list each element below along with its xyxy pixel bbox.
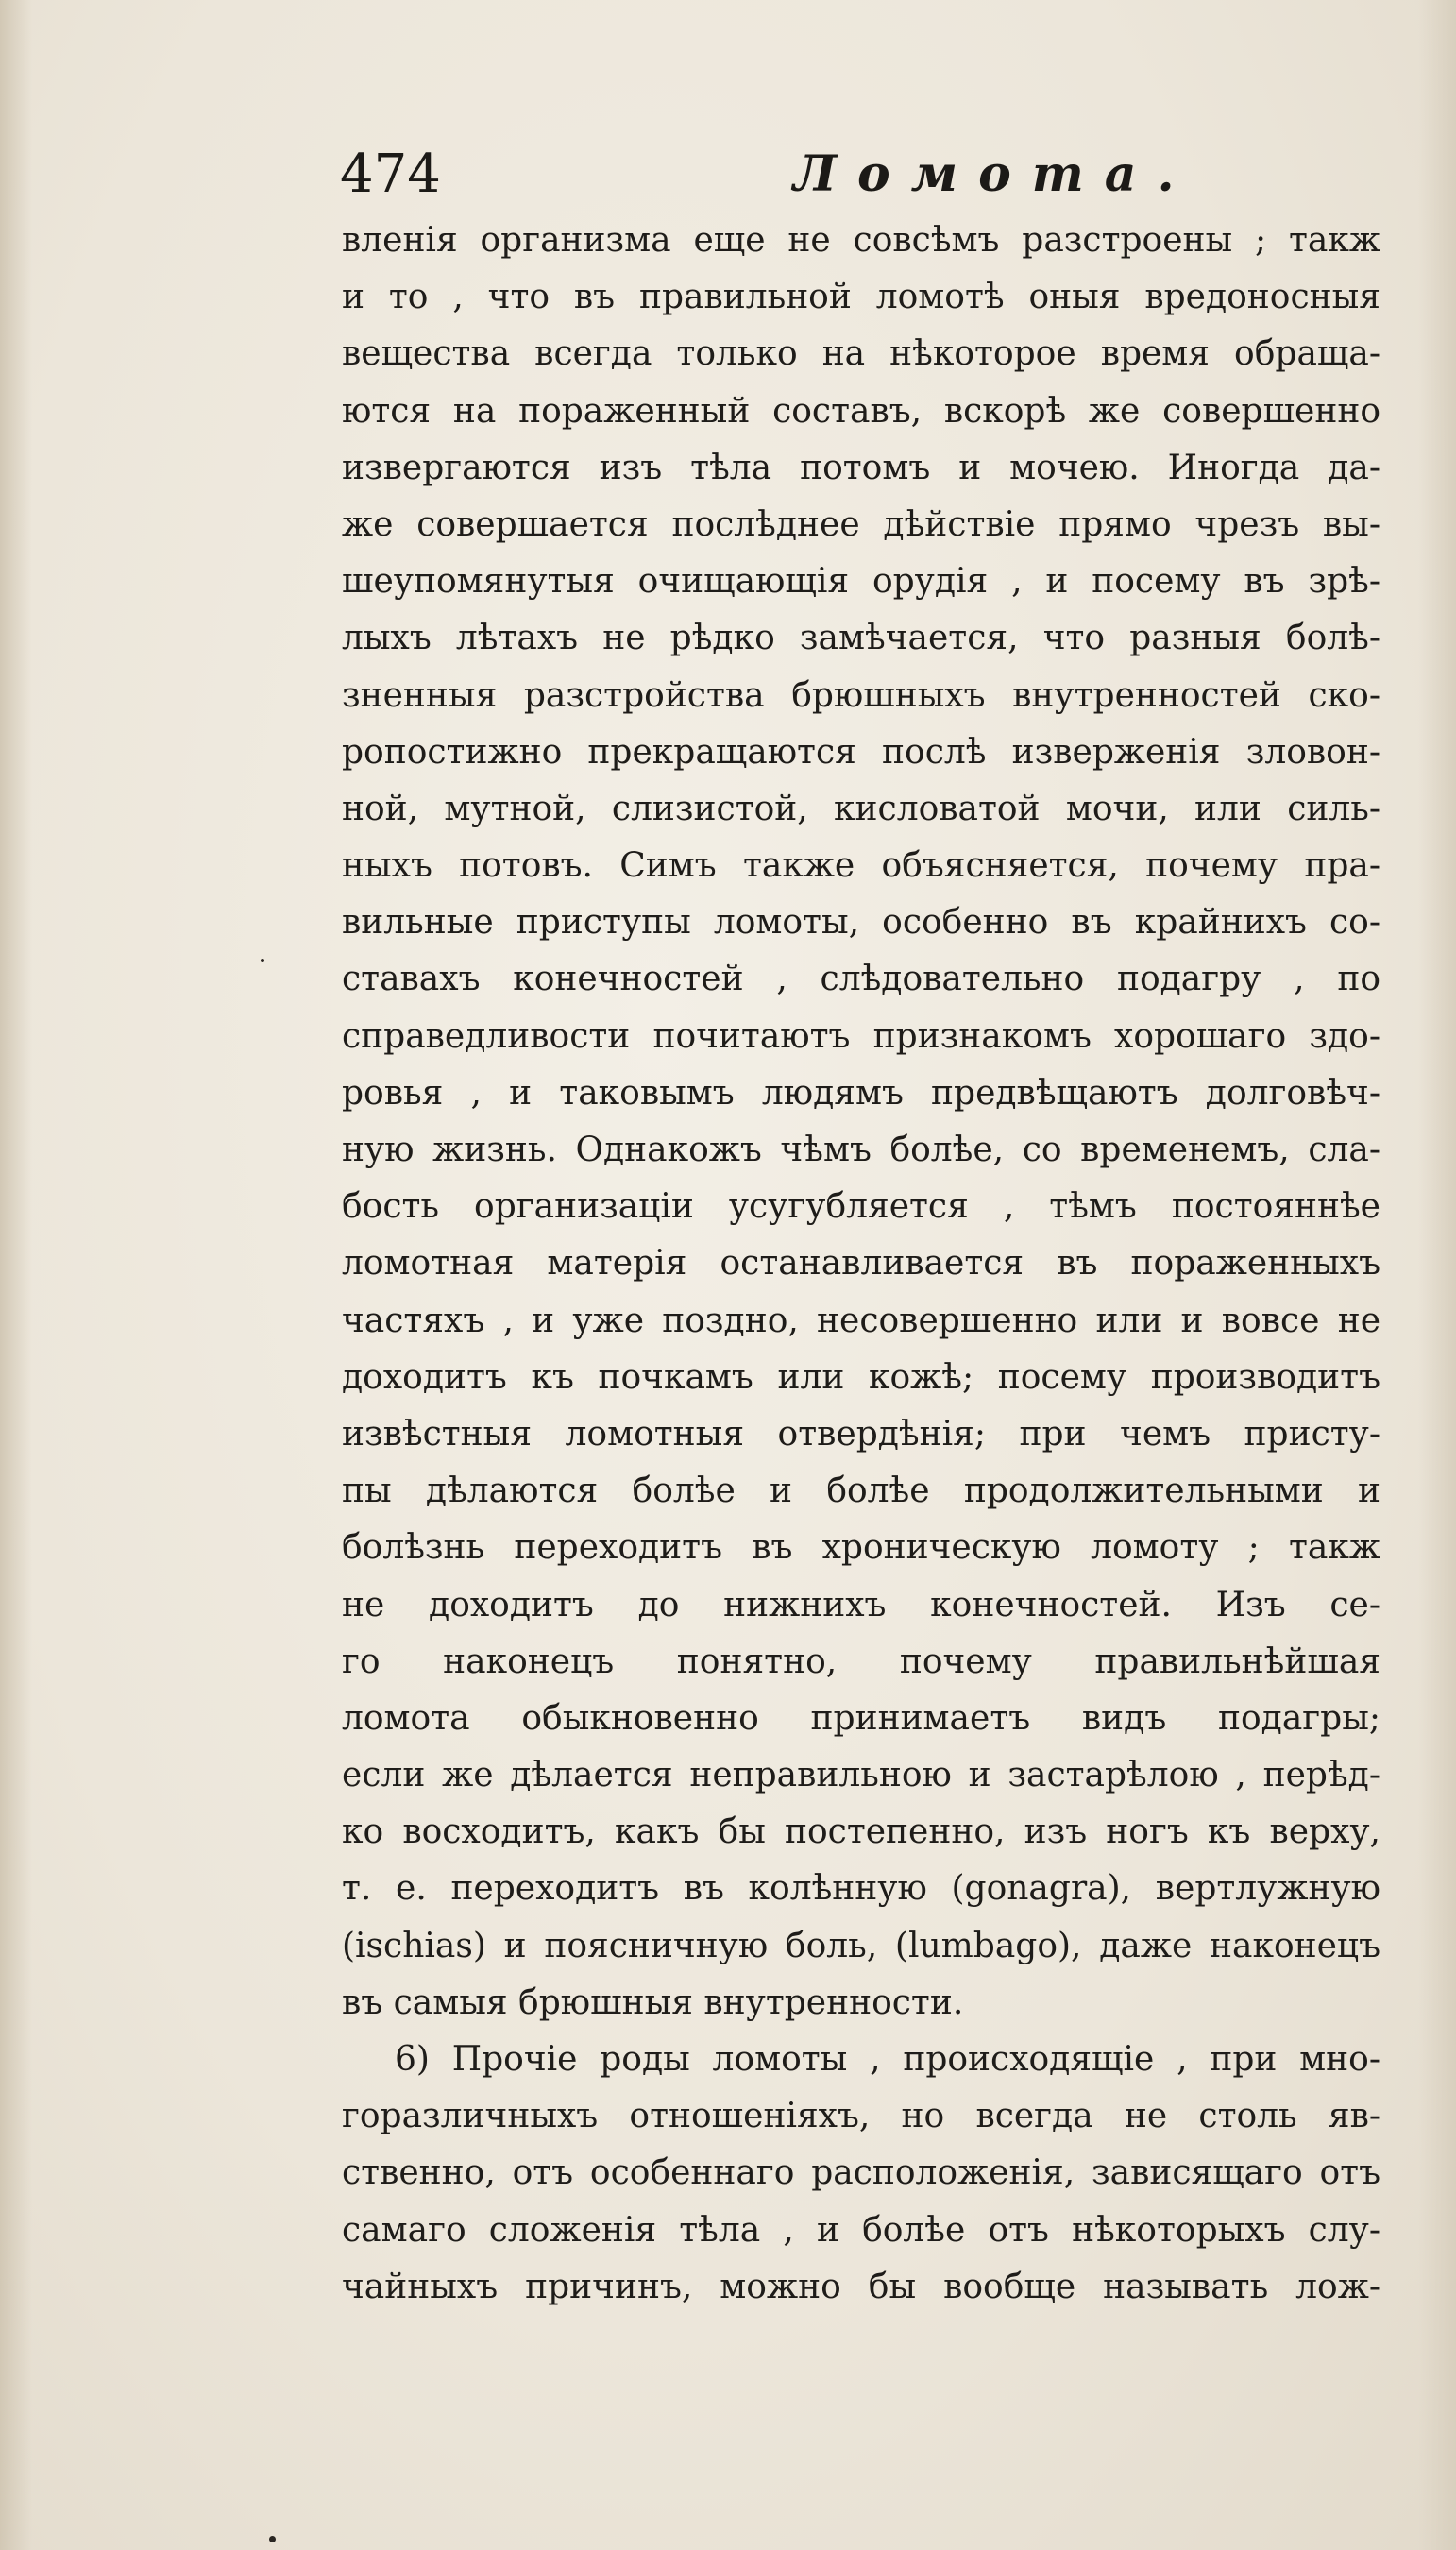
text-line: и то , что въ правильной ломотѣ оныя вредоносныя xyxy=(342,278,1380,317)
text-line: самаго сложенія тѣла , и болѣе отъ нѣкоторыхъ слу- xyxy=(342,2210,1380,2250)
text-line: ныхъ потовъ. Симъ также объясняется, почему пра- xyxy=(342,846,1380,886)
text-line: пы дѣлаются болѣе и болѣе продолжительными и xyxy=(342,1471,1380,1511)
text-line: если же дѣлается неправильною и застарѣлою , перѣд- xyxy=(342,1756,1380,1795)
text-line: вещества всегда только на нѣкоторое время обраща- xyxy=(342,334,1380,374)
ink-speck xyxy=(261,959,264,962)
text-line: бость организаціи усугубляется , тѣмъ постояннѣе xyxy=(342,1187,1380,1227)
text-line: т. е. переходитъ въ колѣнную (gonagra), вертлужную xyxy=(342,1869,1380,1909)
text-line: лыхъ лѣтахъ не рѣдко замѣчается, что разныя болѣ- xyxy=(342,619,1380,658)
text-line: ропостижно прекращаются послѣ изверженія зловон- xyxy=(342,732,1380,772)
text-line: ломотная матерія останавливается въ пораженныхъ xyxy=(342,1244,1380,1284)
page-header xyxy=(340,132,1416,217)
text-line: справедливости почитаютъ признакомъ хорошаго здо- xyxy=(342,1016,1380,1056)
text-line: ставахъ конечностей , слѣдовательно подагру , по xyxy=(342,960,1380,999)
ink-speck xyxy=(269,2536,276,2542)
text-line: ную жизнь. Однакожъ чѣмъ болѣе, со временемъ, сла- xyxy=(342,1130,1380,1169)
page-number: 474 xyxy=(340,144,441,205)
text-line: извергаются изъ тѣла потомъ и мочею. Иногда да- xyxy=(342,448,1380,487)
text-line: зненныя разстройства брюшныхъ внутренностей ско- xyxy=(342,675,1380,715)
text-line: шеупомянутыя очищающія орудія , и посему въ зрѣ- xyxy=(342,562,1380,602)
page-edge-shadow xyxy=(1418,0,1456,2550)
text-line: ются на пораженный составъ, вскорѣ же совершенно xyxy=(342,391,1380,431)
text-line: вильные приступы ломоты, особенно въ крайнихъ со- xyxy=(342,903,1380,943)
running-title: Ломота. xyxy=(793,145,1195,203)
text-line: же совершается послѣднее дѣйствіе прямо чрезъ вы- xyxy=(342,504,1380,544)
text-line: ной, мутной, слизистой, кисловатой мочи, или силь- xyxy=(342,789,1380,828)
text-line: въ самыя брюшныя внутренности. xyxy=(342,1982,964,2022)
text-line: болѣзнь переходитъ въ хроническую ломоту ; такж xyxy=(342,1528,1380,1568)
text-line: чайныхъ причинъ, можно бы вообще называть лож- xyxy=(342,2267,1380,2306)
text-line: (ischias) и поясничную боль, (lumbago), даже наконецъ xyxy=(342,1926,1380,1965)
body-text xyxy=(342,212,1380,2316)
text-line: вленія организма еще не совсѣмъ разстроены ; такж xyxy=(342,221,1380,260)
text-line: го наконецъ понятно, почему правильнѣйшая xyxy=(342,1641,1380,1681)
text-line: доходитъ къ почкамъ или кожѣ; посему производитъ xyxy=(342,1357,1380,1397)
text-line: не доходитъ до нижнихъ конечностей. Изъ се- xyxy=(342,1585,1380,1624)
text-line: горазличныхъ отношеніяхъ, но всегда не столь яв- xyxy=(342,2097,1380,2136)
text-line: ломота обыкновенно принимаетъ видъ подагры; xyxy=(342,1698,1380,1738)
page-gutter-shadow xyxy=(0,0,32,2550)
text-line: 6) Прочіе роды ломоты , происходящіе , при мно- xyxy=(395,2040,1380,2079)
text-line: ко восходитъ, какъ бы постепенно, изъ ногъ къ верху, xyxy=(342,1812,1380,1852)
text-line: ственно, отъ особеннаго расположенія, зависящаго отъ xyxy=(342,2153,1380,2193)
text-line: извѣстныя ломотныя отвердѣнія; при чемъ присту- xyxy=(342,1414,1380,1454)
text-line: ровья , и таковымъ людямъ предвѣщаютъ долговѣч- xyxy=(342,1073,1380,1113)
text-line: частяхъ , и уже поздно, несовершенно или и вовсе не xyxy=(342,1300,1380,1340)
